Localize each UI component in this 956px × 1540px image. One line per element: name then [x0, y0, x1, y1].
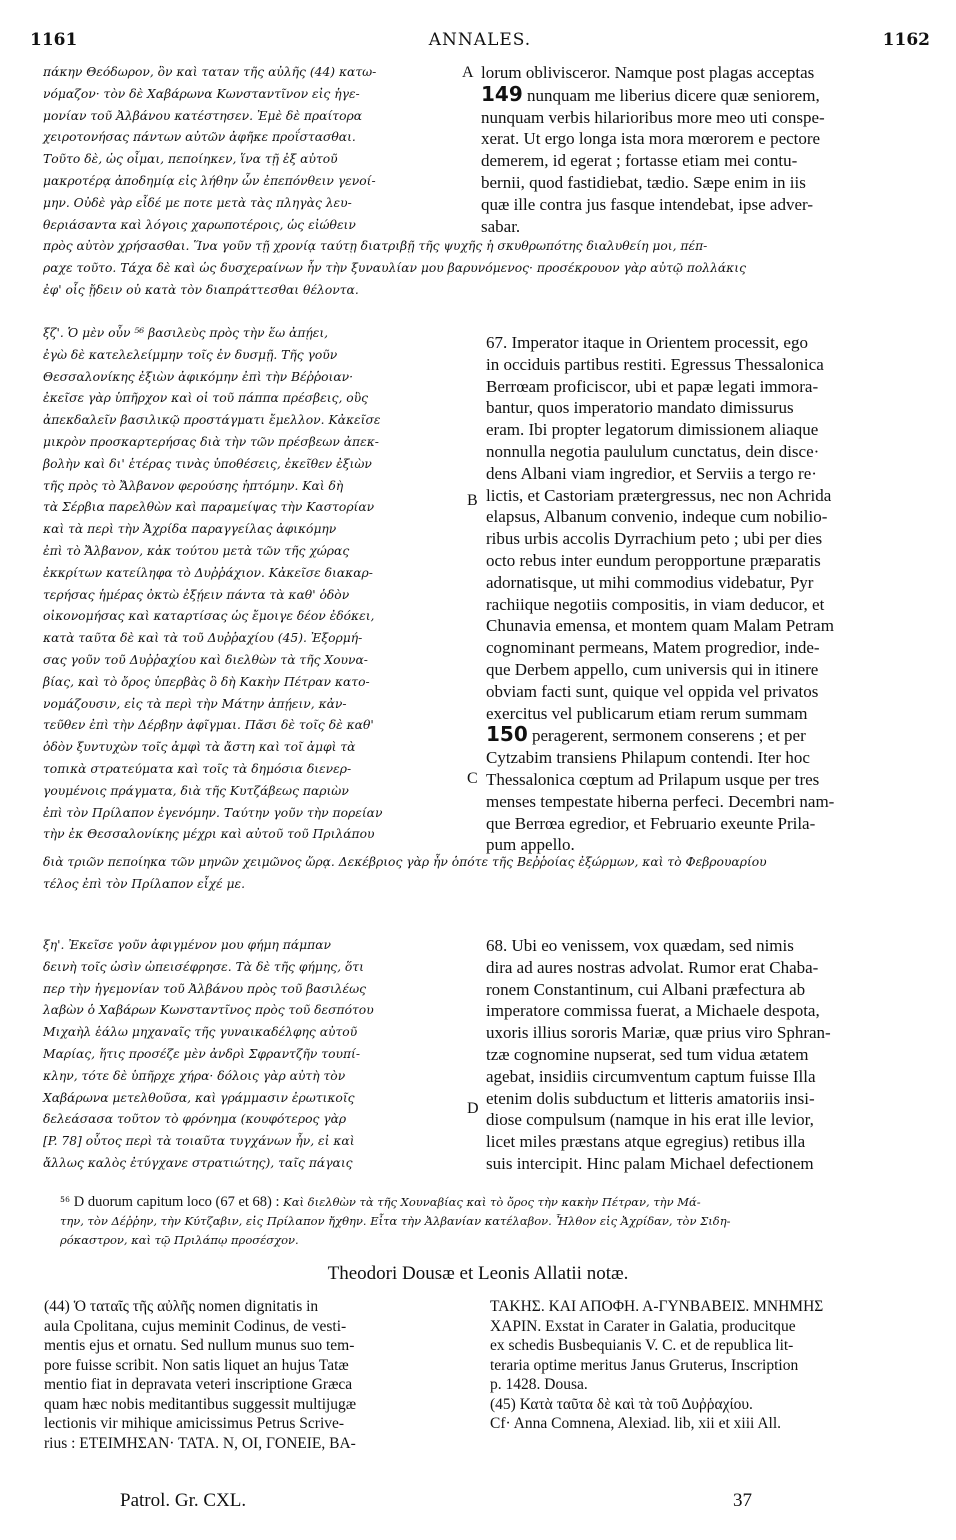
latin-line: lorum oblivisceror. Namque post plagas acceptas — [481, 63, 815, 82]
greek-line: [P. 78] οὗτος περὶ τὰ τοιαῦτα τυγχάνων ἦν, εἰ καὶ — [43, 1134, 355, 1149]
footnote-line — [60, 1193, 930, 1212]
latin-line: 150 peragerent, sermonem conserens ; et per — [486, 722, 806, 747]
greek-full-width-2 — [43, 852, 928, 896]
note-line: (45) Κατὰ ταῦτα δὲ καὶ τὰ τοῦ Δυῤῥαχίου. — [490, 1395, 753, 1413]
latin-column-top — [481, 62, 926, 237]
greek-line: ἐφ' οἷς ᾔδειν οὐ κατὰ τὸν διαπράττεσθαι θέλοντα. — [43, 282, 359, 297]
footnote-line: ρόκαστρον, καὶ τῷ Πριλάπῳ προσέσχον. — [60, 1233, 299, 1247]
notes-column-right — [490, 1297, 930, 1434]
greek-line: πρὸς αὐτὸν χρήσασθαι. Ἵνα γοῦν τῇ χρονίᾳ ταύτῃ διατριβῇ τῆς ψυχῆς ἡ σκυθρωπότης διαλυθείη μοι, πέπ- — [43, 239, 708, 253]
greek-line: καὶ τὰ περὶ τὴν Ἀχρίδα παραγγείλας ἀφικόμην — [43, 522, 337, 537]
note-line: rius : ΕΤΕΙΜΗΣΑΝ· ΤΑΤΑ. Ν, ΟΙ, ΓΟΝΕΙΕ, ΒΑ- — [44, 1434, 356, 1452]
latin-line: adornatisque, ut mihi commodius videbatur, Pyr — [486, 572, 814, 592]
latin-line: octo rebus inter eundum peropportune præparatis — [486, 550, 821, 570]
margin-letter-c: C — [467, 770, 478, 787]
note-line: lectionis vir mihique amicissimus Petrus Scrive- — [44, 1415, 345, 1432]
margin-letter-d: D — [467, 1100, 479, 1117]
greek-line: ἐπὶ τὸ Ἄλβανον, κἀκ τούτου μετὰ τῶν τῆς χώρας — [43, 543, 350, 558]
greek-line: νόμαζον· τὸν δὲ Χαβάρωνα Κωνσταντῖνον εἰς ἡγε- — [43, 86, 360, 101]
page-marker-149: 149 — [481, 81, 523, 106]
latin-line: ronem Constantinum, cui Albani præfectura ab — [486, 979, 806, 999]
greek-line: ἐκκρίτων κατείληφα τὸ Δυῤῥάχιον. Κἀκεῖσε διακαρ- — [43, 565, 373, 580]
latin-line: sabar. — [481, 216, 521, 236]
latin-line: 149 nunquam me liberius dicere quæ seniorem, — [481, 81, 820, 106]
greek-line: κατὰ ταῦτα δὲ καὶ τὰ τοῦ Δυῤῥαχίου (45). Ἐξορμή- — [43, 631, 363, 646]
greek-line: πάκην Θεόδωρον, ὃν καὶ ταταν τῆς αὐλῆς (44) κατω- — [43, 65, 377, 79]
footnote — [60, 1193, 930, 1250]
latin-line: 67. Imperator itaque in Orientem processit, ego — [486, 333, 808, 352]
greek-line: οἰκονομήσας καὶ καταρτίσας ὡς ἔμοιγε δέον ἐδόκει, — [43, 609, 375, 624]
note-line: pore fuisse scribit. Non satis liquet an hujus Tatæ — [44, 1356, 349, 1374]
latin-line: quæ ille contra jus fasque intendebat, ipse adver- — [481, 194, 813, 214]
page-marker-150: 150 — [486, 722, 528, 747]
note-line: ex schedis Busbequianis V. C. et de republica lit- — [490, 1337, 794, 1354]
greek-line: περ τὴν ἡγεμονίαν τοῦ Ἀλβάνου πρὸς τοῦ βασιλέως — [43, 981, 367, 996]
greek-line: τερήσας ἡμέρας ὀκτὼ ἐξῄειν πάντα τὰ καθ' ὁδὸν — [43, 587, 350, 602]
latin-line: rachiique negotiis compositis, in viam deducor, et — [486, 594, 825, 614]
greek-line: Χαβάρωνα μετελθοῦσα, καὶ γράμμασιν ἐρωτικοῖς — [43, 1090, 355, 1105]
latin-line: in occiduis partibus restiti. Egressus Thessalonica — [486, 354, 824, 374]
column-number-right: 1162 — [882, 30, 930, 50]
greek-line: τέλος ἐπὶ τὸν Πρίλαπον εἶχέ με. — [43, 876, 246, 891]
note-line: (44) Ὁ ταταῖς τῆς αὐλῆς nomen dignitatis in — [44, 1298, 319, 1315]
latin-line: tzæ cognomine nupserat, sed tum vidua ætatem — [486, 1044, 809, 1064]
note-line: ΤΑΚΗΣ. ΚΑΙ ΑΠΟΦΗ. Α-ΓΥΝΒΑΒΕΙΣ. ΜΝΗΜΗΣ — [490, 1298, 824, 1315]
latin-line: cognominant permeans, Matem progredior, inde- — [486, 638, 820, 658]
greek-line: ραχε τοῦτο. Τάχα δὲ καὶ ὡς δυσχεραίνων ἦν τὴν ξυναυλίαν μου βαρυνόμενος· προσέκρουον γὰρ αὐτῷ πολλάκις — [43, 260, 746, 275]
latin-line: diose compulsum (namque in his erat ille levior, — [486, 1110, 814, 1130]
greek-column-lower — [43, 935, 463, 1175]
greek-line: τὴν ἐκ Θεσσαλονίκης μέχρι καὶ αὐτοῦ τοῦ Πριλάπου — [43, 827, 375, 842]
greek-line: βίας, καὶ τὸ ὄρος ὑπερβὰς ὃ δὴ Κακὴν Πέτραν κατο- — [43, 674, 370, 689]
footnote-number: ⁵⁶ — [60, 1194, 71, 1210]
footnote-greek: Καὶ διελθὼν τὰ τῆς Χουναβίας καὶ τὸ ὄρος τὴν κακὴν Πέτραν, τὴν Μά- — [283, 1195, 701, 1209]
latin-line: etenim dolis subductum et litteris amatoriis insi- — [486, 1088, 815, 1108]
latin-line: Thessalonica cœptum ad Prilapum usque per tres — [486, 769, 820, 789]
greek-line: κλην, τότε δὲ ὑπῆρχε χήρα· δόλοις γὰρ αὐτὴ τὸν — [43, 1068, 346, 1083]
latin-line: nonnulla negotia paululum cunctatus, dein disce· — [486, 441, 820, 461]
latin-line: Berrœam proficiscor, ubi et papæ legati immora- — [486, 376, 819, 396]
greek-line: δεινὴ τοῖς ὠσὶν ὠπεισέφρησε. Τὰ δὲ τῆς φήμης, ὅτι — [43, 959, 364, 974]
greek-column-top — [43, 62, 453, 236]
latin-line: imperatore commissa fuerat, a Michaele despota, — [486, 1001, 820, 1021]
greek-line: τὰ Σέρβια παρελθὼν καὶ παραμείψας τὴν Καστορίαν — [43, 500, 375, 515]
greek-line: ξζ'. Ὁ μὲν οὖν ⁵⁶ βασιλεὺς πρὸς τὴν ἕω ἀπῄει, — [43, 326, 329, 340]
latin-line: exercitus vel publicarum etiam rerum summam — [486, 703, 808, 723]
greek-line: μακροτέρᾳ ἀποδημίᾳ εἰς λήθην ὧν ἐπεπόνθειν γενοί- — [43, 173, 376, 188]
notes-column-left — [44, 1297, 469, 1453]
latin-column-lower — [486, 935, 926, 1175]
latin-column-middle — [486, 332, 926, 856]
latin-line: suis intercipit. Hinc palam Michael defectionem — [486, 1153, 814, 1173]
note-line: mentis ejus et ornatu. Sed nullum munus suo tem- — [44, 1337, 355, 1354]
latin-line: lictis, et Castoriam prætergressus, nec non Achrida — [486, 485, 832, 505]
notes-heading: Theodori Dousæ et Leonis Allatii notæ. — [327, 1263, 629, 1284]
greek-line: μικρὸν προσκαρτερήσας διὰ τὴν τῶν πρέσβεων ἀπεκ- — [43, 434, 379, 449]
note-line: teraria optime meritus Janus Gruterus, Inscription — [490, 1356, 799, 1374]
greek-line: τεῦθεν ἐπὶ τὴν Δέρβην ἀφῖγμαι. Πᾶσι δὲ τοῖς δὲ καθ' — [43, 718, 374, 733]
latin-line: ribus urbis accolis Dyrrachium peto ; ubi per dies — [486, 529, 823, 549]
footnote-latin: D duorum capitum loco (67 et 68) : — [73, 1194, 280, 1210]
note-line: Cf· Anna Comnena, Alexiad. lib, xii et xiii All. — [490, 1415, 782, 1432]
greek-line: μην. Οὐδὲ γὰρ εἶδέ με ποτε μετὰ τὰς πληγὰς λευ- — [43, 195, 352, 210]
greek-line: διὰ τριῶν πεποίηκα τῶν μηνῶν χειμῶνος ὥρᾳ. Δεκέβριος γὰρ ἦν ὁπότε τῆς Βεῤῥοίας ἐξώρμων, καὶ τὸ Φεβρουαρίου — [43, 855, 767, 869]
greek-line: Μιχαὴλ ἑάλω μηχαναῖς τῆς γυναικαδέλφης αὐτοῦ — [43, 1025, 358, 1040]
greek-line: τῆς πρὸς τὸ Ἄλβανον φερούσης ἡπτόμην. Καὶ δὴ — [43, 478, 344, 493]
note-line: aula Cpolitana, cujus meminit Codinus, de vesti- — [44, 1317, 347, 1335]
latin-line: que Berrœa egredior, et Februario exeunte Prila- — [486, 813, 816, 833]
greek-line: Θεσσαλονίκης ἐξιὼν ἀφικόμην ἐπὶ τὴν Βέῤῥοιαν· — [43, 369, 354, 384]
greek-line: χειροτονήσας πάντων αὐτῶν ἀφῆκε προΐστασθαι. — [43, 130, 356, 145]
latin-line: dira ad aures nostras advolat. Rumor erat Chaba- — [486, 957, 819, 977]
greek-line: Μαρίας, ἥτις προσέζε μὲν ἀνδρὶ Σφραντζῆν τουπί- — [43, 1046, 361, 1061]
latin-line: agebat, insidiis circumventum captum fuisse Illa — [486, 1066, 816, 1086]
greek-line: ξη'. Ἐκεῖσε γοῦν ἀφιγμένον μου φήμη πάμπαν — [43, 938, 332, 952]
greek-line: δελεάσασα τοῦτον τὸ φρόνημα (κουφότερος γὰρ — [43, 1112, 347, 1127]
sheet-number: 37 — [733, 1490, 752, 1511]
latin-line: xerat. Ut ergo longa ista mora mœrorem e pectore — [481, 129, 821, 149]
latin-line: bantur, quos imperatorio mandato dimissurus — [486, 398, 794, 418]
margin-letter-a: A — [462, 64, 474, 81]
latin-line: eram. Ibi propter legatorum dimissionem aliaque — [486, 420, 819, 440]
greek-line: τοπικὰ στρατεύματα καὶ τοῖς τὰ δημόσια διενερ- — [43, 761, 352, 776]
latin-line: que Derbem appello, cum universis qui in itinere — [486, 659, 819, 679]
latin-line: obviam facti sunt, quique vel oppida vel privatos — [486, 681, 819, 701]
latin-line: 68. Ubi eo venissem, vox quædam, sed nimis — [486, 936, 794, 955]
greek-line: ἐγὼ δὲ κατελελείμμην τοῖς ἐν δυσμῇ. Τῆς γοῦν — [43, 347, 338, 362]
latin-line: uxoris illius sororis Mariæ, quæ prius viro Sphran- — [486, 1023, 831, 1043]
latin-line: Chunavia emensa, et montem quam Malam Petram — [486, 616, 834, 636]
greek-line: ἄλλως καλὸς ἐτύγχανε στρατιώτης), ταῖς πάγαις — [43, 1155, 353, 1170]
latin-line: demerem, id egerat ; fortasse etiam mei contu- — [481, 151, 798, 171]
note-line: quam hæc nobis meditantibus suggessit multijugæ — [44, 1395, 357, 1413]
latin-line: licet miles præstans atque egregius) retibus illa — [486, 1132, 806, 1152]
latin-line: menses tempestate hiberna perfeci. Decembri nam- — [486, 791, 835, 811]
greek-full-width-1 — [43, 236, 928, 301]
greek-line: ἐπὶ τὸν Πρίλαπον ἐγενόμην. Ταύτην γοῦν τὴν πορείαν — [43, 805, 383, 820]
greek-line: ὁδὸν ξυντυχὼν τοῖς ἀμφὶ τὰ ἄστη καὶ τοῖ ἀμφὶ τὰ — [43, 740, 356, 755]
margin-letter-b: B — [467, 492, 478, 509]
page-header — [30, 30, 930, 58]
latin-line: pum appello. — [486, 835, 575, 855]
footnote-line: την, τὸν Δέῤῥην, τὴν Κύτζαβιν, εἰς Πρίλαπον ἤχθην. Εἶτα τὴν Ἀλβανίαν κατέλαβον. Ἦλθον εἰς Ἀχρίδαν, τὸν Σιδη- — [60, 1214, 731, 1228]
greek-line: σας γοῦν τοῦ Δυῤῥαχίου καὶ διελθὼν τὰ τῆς Χουνα- — [43, 652, 368, 667]
greek-line: μονίαν τοῦ Ἀλβάνου κατέστησεν. Ἐμὲ δὲ πραίτορα — [43, 108, 363, 123]
latin-line: dens Albani viam ingredior, et Serviis a tergo re· — [486, 463, 817, 483]
greek-line: θεριάσαντα καὶ λόγοις χαρωποτέροις, ὡς εἰώθειν — [43, 217, 356, 232]
latin-line: Cytzabim transiens Philapum contendi. Iter hoc — [486, 748, 810, 768]
running-title: ANNALES. — [428, 30, 532, 50]
greek-line: ἀπεκδαλεῖν βασιλικῷ προστάγματι ἔμελλον. Κἀκεῖσε — [43, 413, 381, 428]
note-line: ΧΑΡΙΝ. Exstat in Carater in Galatia, producitque — [490, 1317, 796, 1335]
latin-line: nunquam verbis hilarioribus more meo uti conspe- — [481, 107, 825, 127]
greek-line: ἐκεῖσε γὰρ ὑπῆρχον καὶ οἱ τοῦ πάππα πρέσβεις, οὓς — [43, 391, 369, 406]
latin-line: bernii, quod fastidiebat, tædio. Sæpe enim in iis — [481, 172, 806, 192]
column-number-left: 1161 — [30, 30, 78, 50]
greek-line: νομάζουσιν, εἰς τὰ περὶ τὴν Μάτην ἀπῄειν, κἀν- — [43, 696, 347, 711]
series-signature: Patrol. Gr. CXL. — [120, 1490, 247, 1511]
note-line: p. 1428. Dousa. — [490, 1376, 588, 1393]
greek-line: Τοῦτο δὲ, ὡς οἶμαι, πεποίηκεν, ἵνα τῇ ἐξ αὐτοῦ — [43, 152, 338, 167]
latin-line: elapsus, Albanum convenio, indeque cum nobilio- — [486, 507, 828, 527]
greek-column-middle — [43, 323, 463, 846]
greek-line: γουμένοις πράγματα, διὰ τῆς Κυτζάβεως παριὼν — [43, 783, 349, 798]
greek-line: λαβὼν ὁ Χαβάρων Κωνσταντῖνος πρὸς τοῦ δεσπότου — [43, 1003, 374, 1018]
note-line: mentio fiat in depravata veteri inscriptione Græca — [44, 1376, 353, 1393]
greek-line: βολὴν καὶ δι' ἑτέρας τινὰς ὑποθέσεις, ἐκεῖθεν ἐξιὼν — [43, 456, 372, 471]
